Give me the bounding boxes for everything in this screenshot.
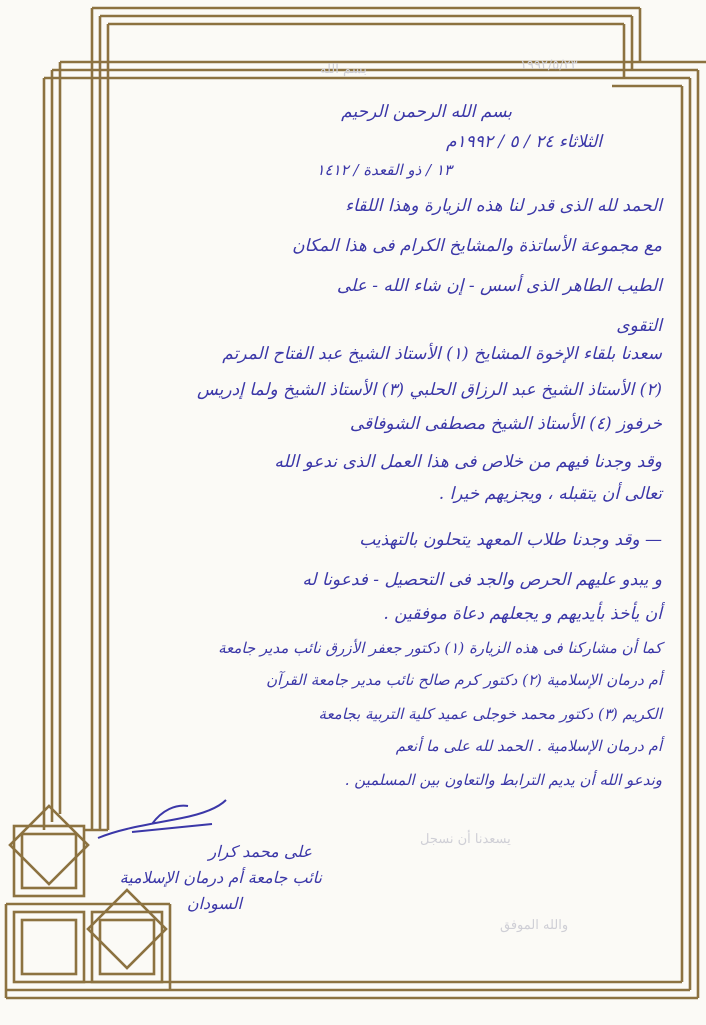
body-line: — وقد وجدنا طلاب المعهد يتحلون بالتهذيب xyxy=(359,530,662,550)
body-line: أم درمان الإسلامية . xyxy=(537,737,662,755)
bleed-through-text: والله الموفق xyxy=(500,918,569,933)
bleed-through-text: يسعدنا أن نسجل xyxy=(420,832,511,847)
signatory-country: السودان xyxy=(186,894,242,913)
body-line: خرفوز (٤) الأستاذ الشيخ مصطفى الشوفاقى xyxy=(349,414,662,434)
signature-scribble xyxy=(92,794,232,844)
body-line: وقد وجدنا فيهم من خلاص فى هذا العمل الذى ندعو الله xyxy=(274,452,662,472)
bleed-through-text: ١٩٩٢/٥/٢٣ xyxy=(520,58,578,73)
body-line: الطيب الطاهر الذى أسس - إن شاء الله - على xyxy=(336,276,662,296)
body-line: التقوى xyxy=(616,316,662,336)
letter-date: الثلاثاء ٢٤ / ٥ / ١٩٩٢م xyxy=(445,132,602,152)
body-line: أن يأخذ بأيديهم و يجعلهم دعاة موفقين . xyxy=(383,604,662,624)
body-line: كما أن مشاركنا فى هذه الزيارة (١) دكتور جعفر الأزرق نائب مدير جامعة xyxy=(218,639,662,657)
body-line: وندعو الله أن يديم الترابط والتعاون بين المسلمين . xyxy=(344,771,662,789)
body-line: الكريم (٣) دكتور محمد خوجلى عميد كلية التربية بجامعة xyxy=(318,705,662,723)
signatory-title: نائب جامعة أم درمان الإسلامية xyxy=(119,868,322,887)
body-line: و يبدو عليهم الحرص والجد فى التحصيل - فدعونا له xyxy=(302,570,662,590)
bleed-through-text: بسم الله xyxy=(320,62,367,77)
body-line: (٢) الأستاذ الشيخ عبد الرزاق الحلبي (٣) الأستاذ الشيخ ولما إدريس xyxy=(196,380,662,400)
signatory-name: على محمد كرار xyxy=(208,842,312,861)
body-line: مع مجموعة الأساتذة والمشايخ الكرام فى هذا المكان xyxy=(292,236,662,256)
body-line: الحمد لله على ما أنعم xyxy=(395,737,532,755)
body-line: تعالى أن يتقبله ، ويجزيهم خيرا . xyxy=(438,484,662,504)
basmala: بسم الله الرحمن الرحيم xyxy=(341,102,512,122)
handwritten-letter xyxy=(62,72,662,932)
hijri-date: ١٣ / ذو القعدة / ١٤١٢ xyxy=(316,161,452,179)
body-line: الحمد لله الذى قدر لنا هذه الزيارة وهذا اللقاء xyxy=(345,196,662,216)
body-line: سعدنا بلقاء الإخوة المشايخ (١) الأستاذ الشيخ عبد الفتاح المرتم xyxy=(222,344,662,364)
body-line: أم درمان الإسلامية (٢) دكتور كرم صالح نائب مدير جامعة القرآن xyxy=(266,671,662,689)
